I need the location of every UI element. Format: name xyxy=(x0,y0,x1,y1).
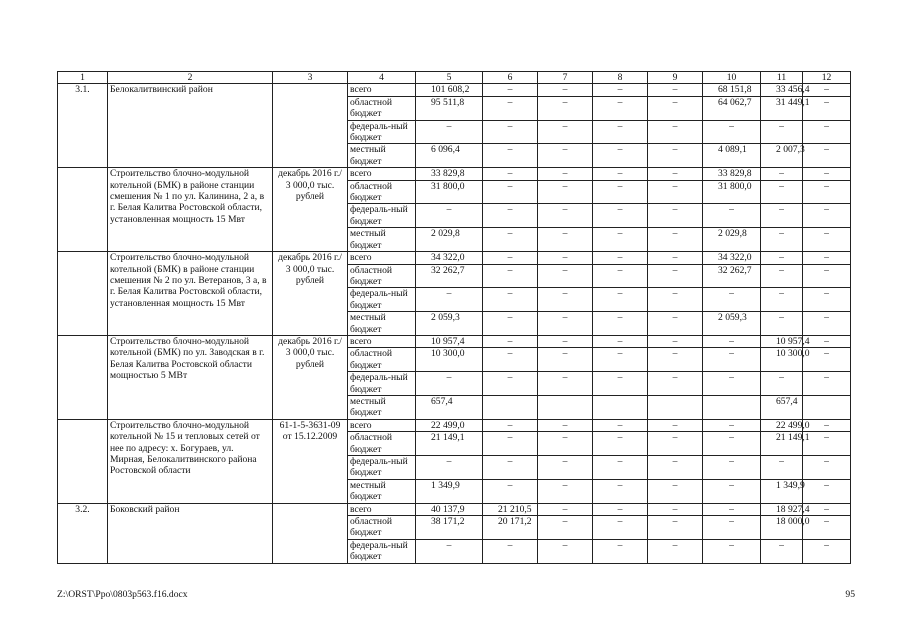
value-cell: – xyxy=(703,120,761,144)
value-cell: 10 300,0 xyxy=(761,348,803,372)
value-cell: – xyxy=(648,335,703,347)
group-number-cell xyxy=(58,335,108,419)
value-cell: – xyxy=(593,335,648,347)
value-cell: – xyxy=(803,84,851,96)
funding-source-cell: всего xyxy=(348,252,416,264)
value-cell: – xyxy=(803,372,851,396)
value-cell: – xyxy=(593,516,648,540)
value-cell: 33 829,8 xyxy=(703,168,761,180)
document-cell: декабрь 2016 г./ 3 000,0 тыс. рублей xyxy=(273,168,348,252)
value-cell: – xyxy=(648,456,703,480)
value-cell: – xyxy=(416,456,483,480)
value-cell: 2 059,3 xyxy=(703,312,761,336)
column-header: 3 xyxy=(273,72,348,84)
value-cell: – xyxy=(648,168,703,180)
document-cell xyxy=(273,84,348,168)
table-body xyxy=(58,72,851,564)
value-cell: 10 957,4 xyxy=(761,335,803,347)
value-cell: 33 829,8 xyxy=(416,168,483,180)
value-cell: – xyxy=(538,228,593,252)
funding-source-cell: местный бюджет xyxy=(348,312,416,336)
value-cell: – xyxy=(593,120,648,144)
value-cell: 18 927,4 xyxy=(761,503,803,515)
value-cell: – xyxy=(538,516,593,540)
value-cell: – xyxy=(593,144,648,168)
value-cell: – xyxy=(648,516,703,540)
value-cell: 31 449,1 xyxy=(761,96,803,120)
value-cell: – xyxy=(538,456,593,480)
value-cell: – xyxy=(593,312,648,336)
value-cell: – xyxy=(803,432,851,456)
value-cell: – xyxy=(538,419,593,431)
value-cell: – xyxy=(703,419,761,431)
value-cell: – xyxy=(483,180,538,204)
value-cell: – xyxy=(648,228,703,252)
value-cell: – xyxy=(483,539,538,563)
value-cell: – xyxy=(593,180,648,204)
value-cell: – xyxy=(593,204,648,228)
value-cell: – xyxy=(538,180,593,204)
value-cell: – xyxy=(483,228,538,252)
value-cell: – xyxy=(803,96,851,120)
value-cell: 34 322,0 xyxy=(416,252,483,264)
table-row xyxy=(58,335,851,347)
value-cell: 1 349,9 xyxy=(761,479,803,503)
value-cell: 1 349,9 xyxy=(416,479,483,503)
value-cell: – xyxy=(803,503,851,515)
value-cell xyxy=(803,395,851,419)
value-cell: – xyxy=(803,539,851,563)
group-number-cell xyxy=(58,252,108,336)
value-cell: – xyxy=(538,120,593,144)
funding-source-cell: областной бюджет xyxy=(348,180,416,204)
value-cell: – xyxy=(483,252,538,264)
funding-source-cell: местный бюджет xyxy=(348,144,416,168)
value-cell: 4 089,1 xyxy=(703,144,761,168)
footer-page-number: 95 xyxy=(845,589,855,600)
value-cell: – xyxy=(538,204,593,228)
column-header: 8 xyxy=(593,72,648,84)
value-cell: 64 062,7 xyxy=(703,96,761,120)
value-cell: – xyxy=(538,503,593,515)
value-cell: – xyxy=(538,252,593,264)
column-header: 9 xyxy=(648,72,703,84)
value-cell: – xyxy=(416,288,483,312)
funding-source-cell: местный бюджет xyxy=(348,395,416,419)
value-cell: – xyxy=(538,96,593,120)
value-cell: – xyxy=(538,84,593,96)
value-cell: – xyxy=(761,120,803,144)
value-cell: – xyxy=(593,228,648,252)
footer-file-path: Z:\ORST\Ppo\0803p563.f16.docx xyxy=(57,589,188,600)
value-cell: – xyxy=(538,288,593,312)
table-row xyxy=(58,252,851,264)
value-cell: 34 322,0 xyxy=(703,252,761,264)
value-cell: – xyxy=(416,539,483,563)
value-cell: – xyxy=(761,228,803,252)
value-cell: – xyxy=(761,372,803,396)
value-cell: – xyxy=(483,432,538,456)
value-cell: – xyxy=(803,312,851,336)
project-name-cell: Строительство блочно-модульной котельной (БМК) в районе станции смешения № 2 по ул. Ветеранов, 3 а, в г. Белая Калитва Ростовской области, установленная мощность 15 Мвт xyxy=(108,252,273,336)
value-cell: – xyxy=(648,348,703,372)
funding-source-cell: федераль-ный бюджет xyxy=(348,539,416,563)
value-cell: – xyxy=(761,539,803,563)
value-cell: – xyxy=(593,252,648,264)
value-cell: – xyxy=(703,479,761,503)
value-cell: – xyxy=(703,456,761,480)
value-cell: – xyxy=(538,312,593,336)
value-cell: – xyxy=(483,264,538,288)
funding-source-cell: областной бюджет xyxy=(348,264,416,288)
value-cell: 2 007,3 xyxy=(761,144,803,168)
value-cell: – xyxy=(761,204,803,228)
value-cell: – xyxy=(803,144,851,168)
value-cell: 10 300,0 xyxy=(416,348,483,372)
value-cell: – xyxy=(803,180,851,204)
value-cell: 68 151,8 xyxy=(703,84,761,96)
document-cell: декабрь 2016 г./ 3 000,0 тыс. рублей xyxy=(273,335,348,419)
value-cell: – xyxy=(648,419,703,431)
value-cell: – xyxy=(593,348,648,372)
project-name-cell: Строительство блочно-модульной котельной № 15 и тепловых сетей от нее по адресу: х. Богураев, ул. Мирная, Белокалитвинского района Ростовской области xyxy=(108,419,273,503)
value-cell: – xyxy=(761,252,803,264)
value-cell: 20 171,2 xyxy=(483,516,538,540)
value-cell: 101 608,2 xyxy=(416,84,483,96)
value-cell: – xyxy=(538,479,593,503)
value-cell: – xyxy=(483,335,538,347)
value-cell: – xyxy=(648,539,703,563)
value-cell: – xyxy=(416,372,483,396)
value-cell: – xyxy=(803,120,851,144)
value-cell: – xyxy=(593,96,648,120)
value-cell: – xyxy=(538,539,593,563)
table-row xyxy=(58,503,851,515)
funding-source-cell: федераль-ный бюджет xyxy=(348,456,416,480)
value-cell: – xyxy=(483,479,538,503)
value-cell: – xyxy=(761,264,803,288)
value-cell: – xyxy=(483,96,538,120)
funding-source-cell: федераль-ный бюджет xyxy=(348,204,416,228)
value-cell: – xyxy=(593,419,648,431)
value-cell: – xyxy=(416,204,483,228)
value-cell: – xyxy=(483,168,538,180)
value-cell: – xyxy=(703,204,761,228)
value-cell: – xyxy=(483,288,538,312)
value-cell: – xyxy=(803,419,851,431)
funding-source-cell: областной бюджет xyxy=(348,348,416,372)
value-cell: – xyxy=(761,180,803,204)
value-cell: 21 149,1 xyxy=(761,432,803,456)
value-cell: 38 171,2 xyxy=(416,516,483,540)
value-cell: – xyxy=(648,264,703,288)
value-cell: – xyxy=(538,432,593,456)
value-cell: – xyxy=(703,348,761,372)
value-cell: – xyxy=(538,144,593,168)
value-cell: – xyxy=(593,372,648,396)
value-cell: – xyxy=(483,372,538,396)
document-cell: 61-1-5-3631-09 от 15.12.2009 xyxy=(273,419,348,503)
value-cell xyxy=(483,395,538,419)
value-cell: – xyxy=(593,432,648,456)
group-number-cell xyxy=(58,419,108,503)
value-cell: 22 499,0 xyxy=(761,419,803,431)
value-cell: – xyxy=(538,335,593,347)
value-cell: – xyxy=(703,539,761,563)
value-cell: 6 096,4 xyxy=(416,144,483,168)
funding-source-cell: областной бюджет xyxy=(348,96,416,120)
budget-table xyxy=(57,71,851,564)
value-cell: – xyxy=(483,348,538,372)
value-cell: – xyxy=(803,168,851,180)
table-row xyxy=(58,168,851,180)
value-cell: 31 800,0 xyxy=(703,180,761,204)
group-number-cell: 3.2. xyxy=(58,503,108,563)
value-cell: – xyxy=(803,204,851,228)
funding-source-cell: местный бюджет xyxy=(348,228,416,252)
value-cell: – xyxy=(803,335,851,347)
column-header: 5 xyxy=(416,72,483,84)
value-cell: – xyxy=(483,419,538,431)
value-cell: – xyxy=(803,516,851,540)
project-name-cell: Строительство блочно-модульной котельной (БМК) по ул. Заводская в г. Белая Калитва Ростовской области мощностью 5 МВт xyxy=(108,335,273,419)
funding-source-cell: местный бюджет xyxy=(348,479,416,503)
value-cell: – xyxy=(593,479,648,503)
value-cell: – xyxy=(538,168,593,180)
value-cell: – xyxy=(648,84,703,96)
value-cell: – xyxy=(703,432,761,456)
value-cell: – xyxy=(648,96,703,120)
column-header: 2 xyxy=(108,72,273,84)
value-cell: – xyxy=(483,456,538,480)
value-cell: – xyxy=(593,264,648,288)
value-cell: 95 511,8 xyxy=(416,96,483,120)
value-cell: – xyxy=(803,288,851,312)
value-cell: – xyxy=(761,456,803,480)
funding-source-cell: всего xyxy=(348,84,416,96)
value-cell: 2 029,8 xyxy=(416,228,483,252)
value-cell: 21 210,5 xyxy=(483,503,538,515)
funding-source-cell: областной бюджет xyxy=(348,516,416,540)
group-number-cell xyxy=(58,168,108,252)
value-cell: 2 059,3 xyxy=(416,312,483,336)
column-header: 4 xyxy=(348,72,416,84)
value-cell: – xyxy=(416,120,483,144)
column-header: 10 xyxy=(703,72,761,84)
value-cell xyxy=(703,395,761,419)
group-number-cell: 3.1. xyxy=(58,84,108,168)
value-cell: – xyxy=(803,252,851,264)
document-cell: декабрь 2016 г./ 3 000,0 тыс. рублей xyxy=(273,252,348,336)
funding-source-cell: областной бюджет xyxy=(348,432,416,456)
value-cell: – xyxy=(803,264,851,288)
funding-source-cell: федераль-ный бюджет xyxy=(348,372,416,396)
header-row xyxy=(58,72,851,84)
value-cell: 31 800,0 xyxy=(416,180,483,204)
funding-source-cell: федераль-ный бюджет xyxy=(348,120,416,144)
value-cell: – xyxy=(803,228,851,252)
value-cell: – xyxy=(803,479,851,503)
value-cell: 657,4 xyxy=(761,395,803,419)
value-cell: 2 029,8 xyxy=(703,228,761,252)
document-cell xyxy=(273,503,348,563)
value-cell: – xyxy=(761,288,803,312)
value-cell xyxy=(648,395,703,419)
value-cell: – xyxy=(648,432,703,456)
table-row xyxy=(58,84,851,96)
value-cell: – xyxy=(648,372,703,396)
column-header: 6 xyxy=(483,72,538,84)
value-cell: 18 000,0 xyxy=(761,516,803,540)
value-cell: 33 456,4 xyxy=(761,84,803,96)
column-header: 7 xyxy=(538,72,593,84)
value-cell: 21 149,1 xyxy=(416,432,483,456)
value-cell: 32 262,7 xyxy=(703,264,761,288)
value-cell: – xyxy=(593,456,648,480)
funding-source-cell: всего xyxy=(348,335,416,347)
value-cell: – xyxy=(703,288,761,312)
value-cell: – xyxy=(593,84,648,96)
value-cell: 22 499,0 xyxy=(416,419,483,431)
value-cell: – xyxy=(648,503,703,515)
value-cell: 40 137,9 xyxy=(416,503,483,515)
funding-source-cell: федераль-ный бюджет xyxy=(348,288,416,312)
value-cell: – xyxy=(483,84,538,96)
funding-source-cell: всего xyxy=(348,419,416,431)
value-cell: – xyxy=(703,503,761,515)
value-cell: – xyxy=(483,312,538,336)
value-cell: – xyxy=(483,144,538,168)
value-cell: – xyxy=(648,288,703,312)
value-cell: – xyxy=(648,180,703,204)
value-cell: – xyxy=(538,348,593,372)
value-cell: – xyxy=(648,252,703,264)
value-cell: – xyxy=(761,168,803,180)
value-cell: – xyxy=(593,168,648,180)
column-header: 11 xyxy=(761,72,803,84)
column-header: 12 xyxy=(803,72,851,84)
value-cell: 657,4 xyxy=(416,395,483,419)
value-cell xyxy=(538,395,593,419)
value-cell xyxy=(593,395,648,419)
project-name-cell: Строительство блочно-модульной котельной (БМК) в районе станции смешения № 1 по ул. Калинина, 2 а, в г. Белая Калитва Ростовской области, установленная мощность 15 Мвт xyxy=(108,168,273,252)
value-cell: 32 262,7 xyxy=(416,264,483,288)
project-name-cell: Боковский район xyxy=(108,503,273,563)
value-cell: – xyxy=(803,348,851,372)
value-cell: – xyxy=(538,372,593,396)
value-cell: – xyxy=(648,479,703,503)
value-cell: – xyxy=(593,539,648,563)
value-cell: – xyxy=(803,456,851,480)
value-cell: – xyxy=(703,372,761,396)
value-cell: – xyxy=(648,120,703,144)
value-cell: – xyxy=(703,335,761,347)
value-cell: – xyxy=(538,264,593,288)
funding-source-cell: всего xyxy=(348,168,416,180)
column-header: 1 xyxy=(58,72,108,84)
project-name-cell: Белокалитвинский район xyxy=(108,84,273,168)
value-cell: – xyxy=(593,288,648,312)
value-cell: – xyxy=(703,516,761,540)
value-cell: – xyxy=(483,120,538,144)
value-cell: – xyxy=(483,204,538,228)
value-cell: – xyxy=(761,312,803,336)
value-cell: – xyxy=(648,312,703,336)
value-cell: – xyxy=(648,144,703,168)
value-cell: 10 957,4 xyxy=(416,335,483,347)
table-row xyxy=(58,419,851,431)
value-cell: – xyxy=(648,204,703,228)
value-cell: – xyxy=(593,503,648,515)
funding-source-cell: всего xyxy=(348,503,416,515)
